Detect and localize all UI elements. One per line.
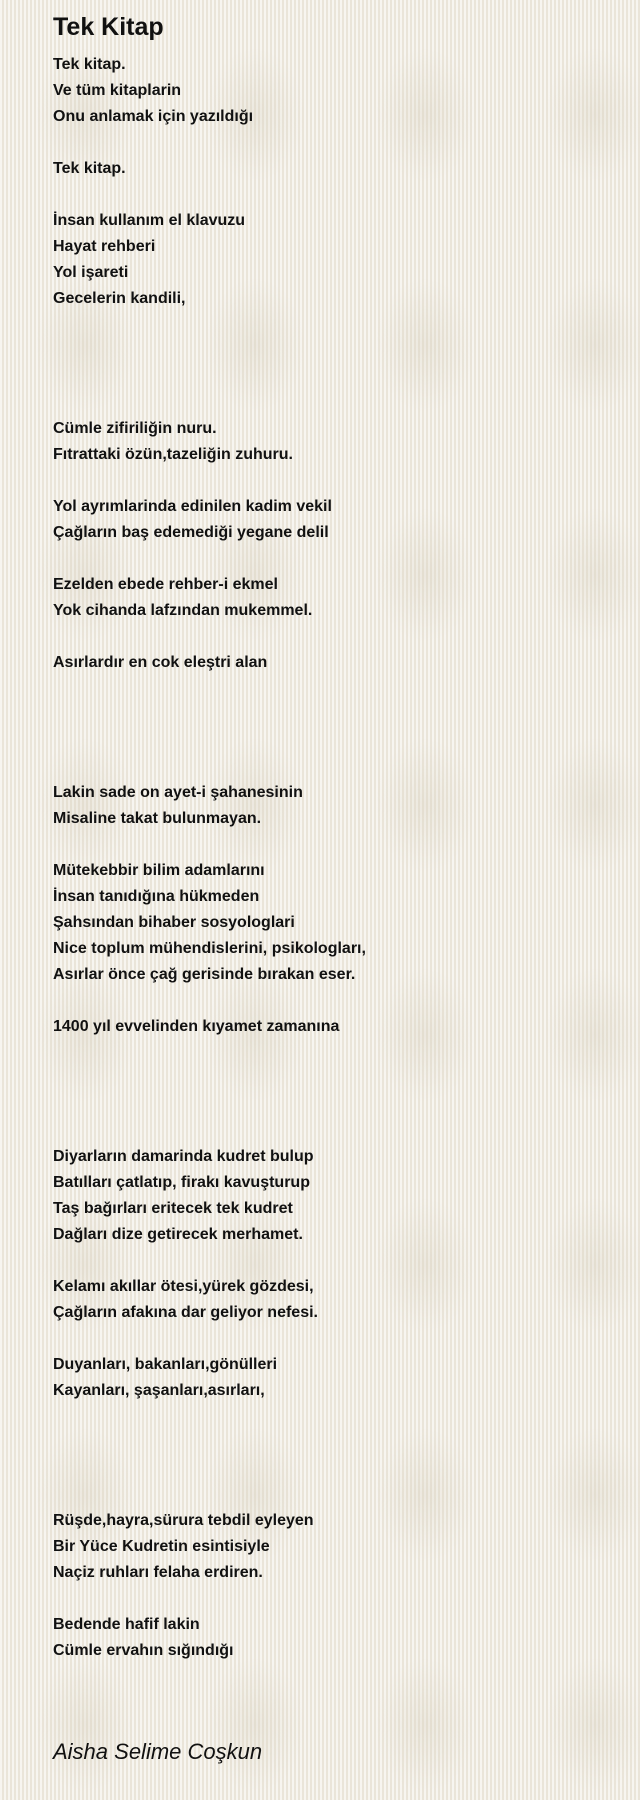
poem-stanza [53,1274,620,1326]
author-signature: Aisha Selime Coşkun [53,1739,263,1764]
poem-line: Batılları çatlatıp, firakı kavuşturup [53,1174,310,1191]
poem-line: Ezelden ebede rehber-i ekmel [53,576,278,593]
poem-line: Bedende hafif lakin [53,1616,200,1633]
poem-stanza [53,1352,620,1404]
poem-line: Misaline takat bulunmayan. [53,810,262,827]
poem-line: İnsan tanıdığına hükmeden [53,888,260,905]
poem-stanza [53,156,620,182]
poem-line: Asırlardır en cok eleştri alan [53,654,268,671]
poem-line: Onu anlamak için yazıldığı [53,108,254,125]
poem-line: Bir Yüce Kudretin esintisiyle [53,1538,270,1555]
poem-stanza [53,1612,620,1664]
poem-stanza [53,858,620,988]
stanza-gap [53,468,620,494]
poem-stanza [53,494,620,546]
stanza-gap [53,1586,620,1612]
poem-stanza [53,572,620,624]
poem-line: Hayat rehberi [53,238,156,255]
poem-line: Kelamı akıllar ötesi,yürek gözdesi, [53,1278,314,1295]
poem-stanza [53,1508,620,1586]
poem-line: Yol işareti [53,264,129,281]
stanza-gap [53,1248,620,1274]
poem-stanza [53,1014,620,1040]
stanza-gap [53,988,620,1014]
poem-line: Fıtrattaki özün,tazeliğin zuhuru. [53,446,293,463]
stanza-gap [53,1040,620,1144]
poem-line: Gecelerin kandili, [53,290,186,307]
stanza-gap [53,546,620,572]
stanza-gap [53,182,620,208]
poem-stanza [53,780,620,832]
stanza-gap [53,624,620,650]
poem-line: Cümle ervahın sığındığı [53,1642,234,1659]
poem-stanza [53,52,620,130]
stanza-gap [53,130,620,156]
poem-line: Kayanları, şaşanları,asırları, [53,1382,265,1399]
stanza-gap [53,1326,620,1352]
poem-body [53,52,620,1664]
poem-line: Mütekebbir bilim adamlarını [53,862,265,879]
poem-line: Nice toplum mühendislerini, psikologları, [53,940,366,957]
poem-line: Duyanları, bakanları,gönülleri [53,1356,278,1373]
poem-line: Çağların baş edemediği yegane delil [53,524,329,541]
poem-line: Rüşde,hayra,sürura tebdil eyleyen [53,1512,314,1529]
poem-stanza [53,208,620,312]
poem-line: Diyarların damarinda kudret bulup [53,1148,314,1165]
stanza-gap [53,676,620,780]
poem-line: Şahsından bihaber sosyologlari [53,914,295,931]
poem-line: Yol ayrımlarinda edinilen kadim vekil [53,498,332,515]
poem-line: 1400 yıl evvelinden kıyamet zamanına [53,1018,340,1035]
poem-line: Lakin sade on ayet-i şahanesinin [53,784,303,801]
poem-line: Çağların afakına dar geliyor nefesi. [53,1304,318,1321]
poem-stanza [53,650,620,676]
poem-line: Tek kitap. [53,56,126,73]
poem-stanza [53,1144,620,1248]
poem-line: Tek kitap. [53,160,126,177]
poem-title: Tek Kitap [53,13,164,41]
poem-line: Cümle zifiriliğin nuru. [53,420,217,437]
poem-line: Taş bağırları eritecek tek kudret [53,1200,293,1217]
stanza-gap [53,312,620,416]
poem-stanza [53,416,620,468]
poem-line: Yok cihanda lafzından mukemmel. [53,602,313,619]
poem-line: Ve tüm kitaplarin [53,82,182,99]
poem-line: Asırlar önce çağ gerisinde bırakan eser. [53,966,356,983]
poem-line: Naçiz ruhları felaha erdiren. [53,1564,263,1581]
poem-line: İnsan kullanım el klavuzu [53,212,246,229]
stanza-gap [53,832,620,858]
stanza-gap [53,1404,620,1508]
poem-line: Dağları dize getirecek merhamet. [53,1226,303,1243]
